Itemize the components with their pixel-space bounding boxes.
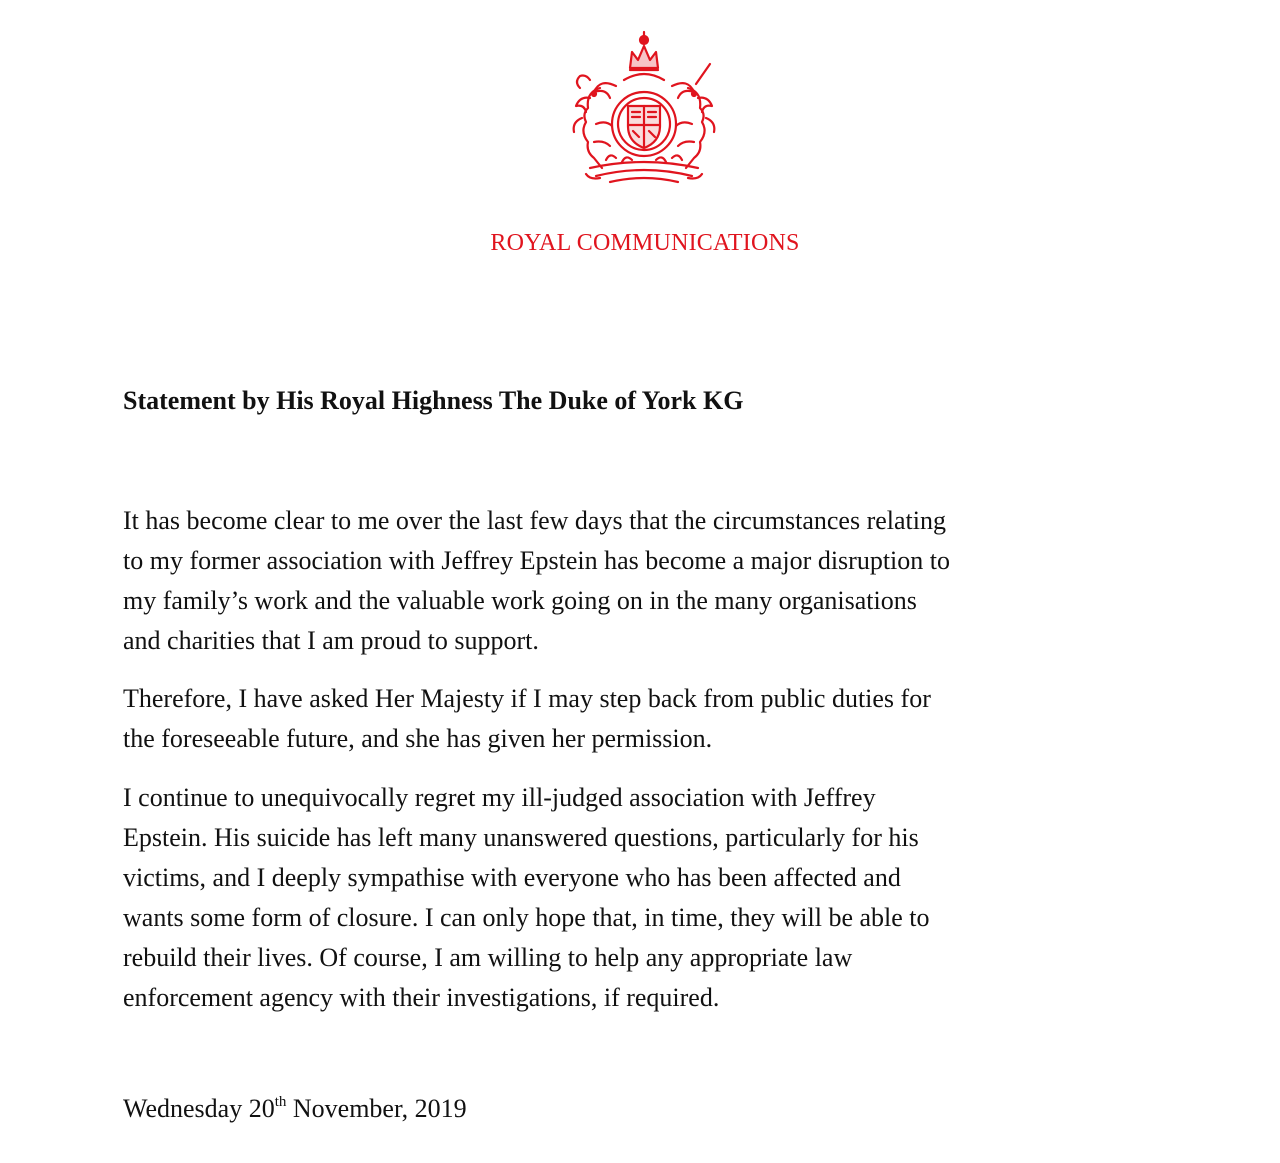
statement-title: Statement by His Royal Highness The Duke of York KG xyxy=(123,386,744,415)
statement-paragraph-1 xyxy=(123,501,1183,661)
statement-date xyxy=(123,1094,467,1124)
paragraph-line: my family’s work and the valuable work going on in the many organisations xyxy=(123,586,917,615)
royal-coat-of-arms-icon xyxy=(560,28,728,188)
date-month-year: November, 2019 xyxy=(286,1094,467,1123)
paragraph-line: rebuild their lives. Of course, I am willing to help any appropriate law xyxy=(123,943,853,972)
paragraph-line: to my former association with Jeffrey Epstein has become a major disruption to xyxy=(123,546,950,575)
paragraph-line: and charities that I am proud to support. xyxy=(123,626,539,655)
date-ordinal-suffix: th xyxy=(274,1094,287,1110)
date-weekday-day: Wednesday 20 xyxy=(123,1094,275,1123)
paragraph-line: Therefore, I have asked Her Majesty if I may step back from public duties for xyxy=(123,684,931,713)
paragraph-line: It has become clear to me over the last few days that the circumstances relating xyxy=(123,506,946,535)
statement-paragraph-2 xyxy=(123,679,1183,759)
paragraph-line: I continue to unequivocally regret my ill-judged association with Jeffrey xyxy=(123,783,876,812)
paragraph-line: victims, and I deeply sympathise with everyone who has been affected and xyxy=(123,863,901,892)
paragraph-line: the foreseeable future, and she has given her permission. xyxy=(123,724,713,753)
paragraph-line: Epstein. His suicide has left many unanswered questions, particularly for his xyxy=(123,823,919,852)
org-name: ROYAL COMMUNICATIONS xyxy=(490,230,800,256)
paragraph-line: enforcement agency with their investigations, if required. xyxy=(123,983,720,1012)
paragraph-line: wants some form of closure. I can only hope that, in time, they will be able to xyxy=(123,903,930,932)
statement-paragraph-3 xyxy=(123,778,1183,1018)
